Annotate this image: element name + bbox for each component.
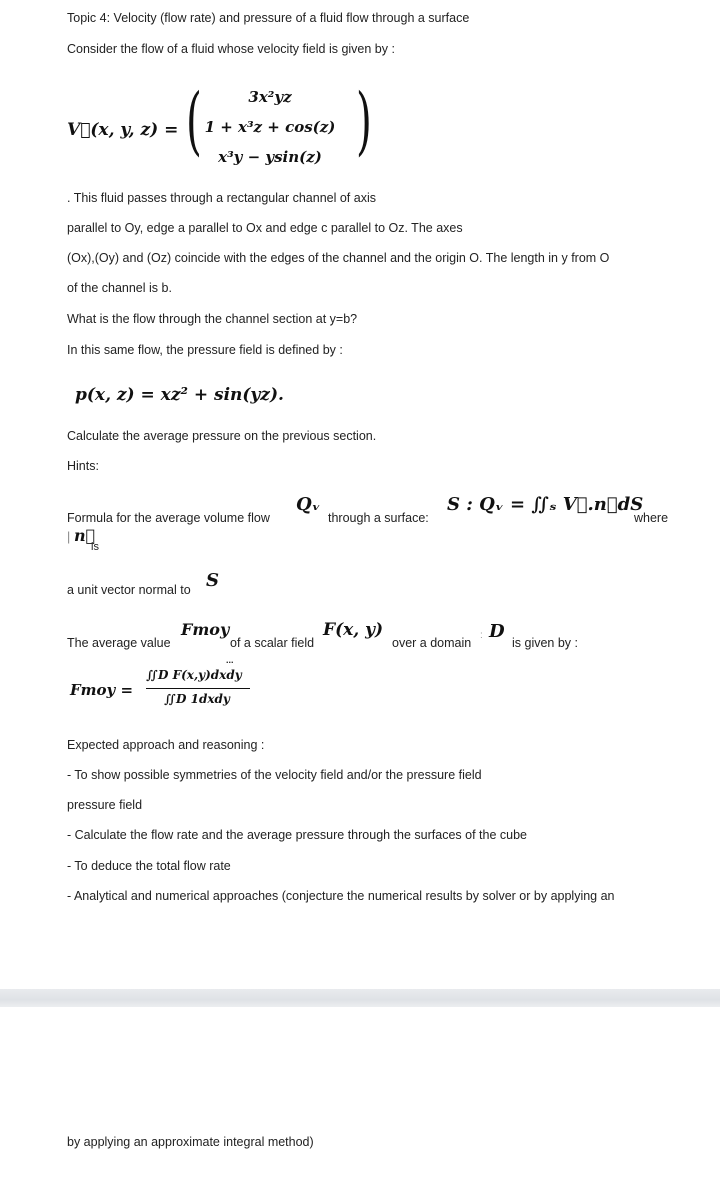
avg-formula-dots: ... — [226, 655, 234, 665]
approach-item-5: - Analytical and numerical approaches (conjecture the numerical results by solver or by applying an — [67, 889, 615, 903]
domain-symbol: D — [489, 621, 505, 642]
velocity-row-2: 1 + x³z + cos(z) — [204, 118, 336, 136]
hint-avg-text-2: of a scalar field — [230, 636, 315, 650]
hint-avg-text-4: is given by : — [512, 636, 579, 650]
left-paren: ( — [186, 78, 202, 164]
approach-title: Expected approach and reasoning : — [67, 738, 265, 752]
page-break — [0, 989, 720, 1007]
approach-item-3: - Calculate the flow rate and the average pressure through the surfaces of the cube — [67, 828, 527, 842]
approach-item-4: - To deduce the total flow rate — [67, 859, 231, 873]
velocity-row-1: 3x²yz — [248, 88, 292, 106]
right-paren: ) — [356, 78, 372, 164]
fmoy-symbol: Fmoy — [181, 620, 230, 639]
continuation-text: by applying an approximate integral method) — [67, 1135, 314, 1149]
question-flow: What is the flow through the channel section at y=b? — [67, 312, 358, 326]
paragraph-line-1: . This fluid passes through a rectangular channel of axis — [67, 191, 376, 205]
avg-formula-lhs: Fmoy = — [70, 681, 134, 699]
flow-formula: S : Qᵥ = ∬ₛ V⃗.n⃗dS — [447, 494, 644, 515]
avg-formula-numerator: ∬D F(x,y)dxdy — [146, 668, 242, 682]
pressure-formula: p(x, z) = xz² + sin(yz). — [75, 385, 284, 405]
hint-flow-text-4: is — [91, 541, 99, 553]
paragraph-line-2: parallel to Oy, edge a parallel to Ox and edge c parallel to Oz. The axes — [67, 221, 463, 235]
question-average-pressure: Calculate the average pressure on the previous section. — [67, 429, 377, 443]
s-symbol: S — [206, 570, 219, 591]
qv-symbol: Qᵥ — [296, 494, 321, 515]
approach-item-1: - To show possible symmetries of the velocity field and/or the pressure field — [67, 768, 482, 782]
avg-formula-denominator: ∬D 1dxdy — [164, 692, 230, 706]
hint-flow-text-5: a unit vector normal to — [67, 583, 191, 597]
hints-label: Hints: — [67, 459, 99, 473]
intro-text: Consider the flow of a fluid whose velocity field is given by : — [67, 42, 395, 56]
hint-flow-text-2: through a surface: — [328, 511, 429, 525]
topic-title: Topic 4: Velocity (flow rate) and pressure of a fluid flow through a surface — [67, 11, 470, 25]
hint-avg-text-1: The average value — [67, 636, 171, 650]
velocity-row-3: x³y − ysin(z) — [218, 148, 322, 166]
pressure-intro: In this same flow, the pressure field is defined by : — [67, 343, 343, 357]
field-symbol: F(x, y) — [323, 620, 384, 640]
tiny-colon: : — [480, 630, 483, 641]
fraction-bar — [146, 688, 250, 689]
paragraph-line-3: (Ox),(Oy) and (Oz) coincide with the edges of the channel and the origin O. The length in y from O — [67, 251, 610, 265]
hint-flow-text-3: where — [634, 511, 669, 525]
approach-item-2: pressure field — [67, 798, 143, 812]
hint-avg-text-3: over a domain — [392, 636, 472, 650]
n-vector-symbol: n⃗ — [74, 526, 96, 545]
hint-flow-text-1: Formula for the average volume flow — [67, 511, 270, 525]
paragraph-line-4: of the channel is b. — [67, 281, 172, 295]
cursor-bar: | — [67, 530, 71, 544]
velocity-lhs: V⃗(x, y, z) = — [67, 120, 179, 140]
